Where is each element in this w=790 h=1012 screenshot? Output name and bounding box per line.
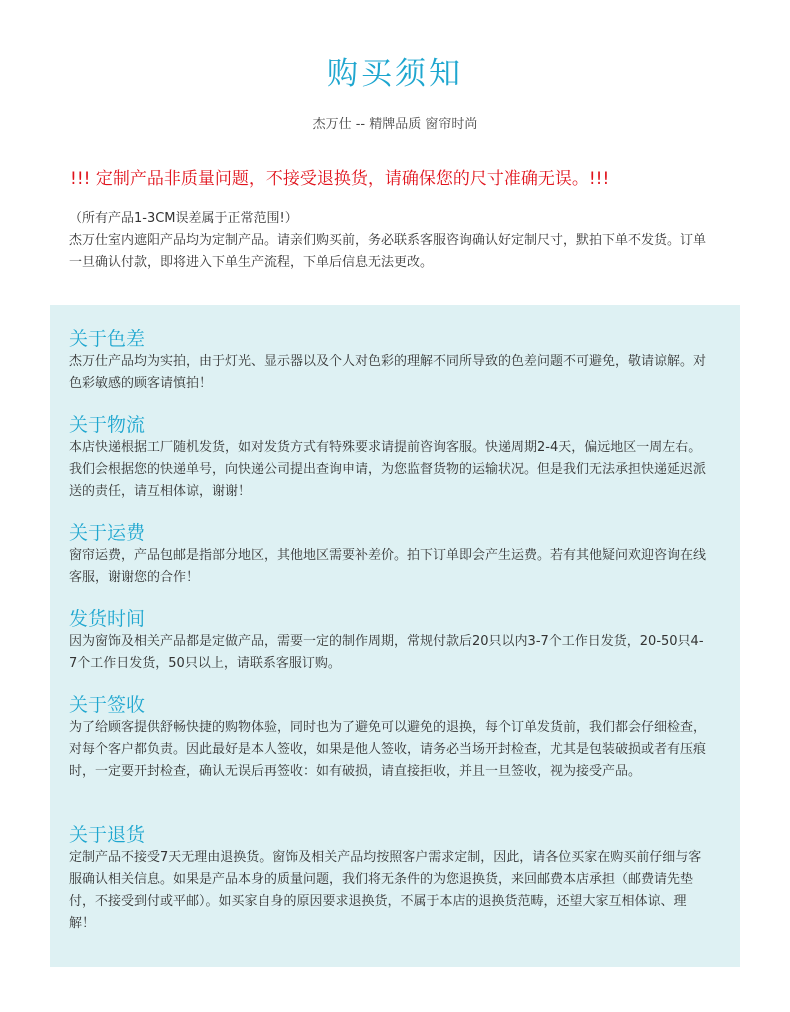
section-body: 窗帘运费，产品包邮是指部分地区，其他地区需要补差价。拍下订单即会产生运费。若有其他疑问欢迎咨询在线客服，谢谢您的合作！: [69, 548, 707, 585]
page-title: 购买须知: [327, 56, 463, 92]
section-body: 因为窗饰及相关产品都是定做产品，需要一定的制作周期，常规付款后20只以内3-7个工作日发货，20-50只4-7个工作日发货，50只以上，请联系客服订购。: [69, 634, 704, 671]
brand-subtitle: 杰万仕 -- 精牌品质 窗帘时尚: [312, 117, 478, 132]
info-panel: [50, 305, 740, 967]
section-logistics: [69, 413, 709, 503]
section-returns: [69, 823, 709, 935]
section-receipt: [69, 693, 709, 783]
section-shipping-fee: [69, 521, 709, 589]
section-title: 关于退货: [69, 824, 146, 846]
section-color-difference: [69, 327, 709, 395]
section-title: 发货时间: [69, 608, 146, 630]
section-body: 本店快递根据工厂随机发货，如对发货方式有特殊要求请提前咨询客服。快递周期2-4天，偏远地区一周左右。我们会根据您的快递单号，向快递公司提出查询申请，为您监督货物的运输状况。但是我们无法承担快递延迟派送的责任，请互相体谅，谢谢！: [69, 440, 707, 499]
notice-custom-products: 杰万仕室内遮阳产品均为定制产品。请亲们购买前，务必联系客服咨询确认好定制尺寸，默拍下单不发货。订单一旦确认付款，即将进入下单生产流程，下单后信息无法更改。: [69, 233, 707, 270]
section-body: 为了给顾客提供舒畅快捷的购物体验，同时也为了避免可以避免的退换，每个订单发货前，我们都会仔细检查，对每个客户都负责。因此最好是本人签收，如果是他人签收，请务必当场开封检查，尤其是包装破损或者有压痕时，一定要开封检查，确认无误后再签收：如有破损，请直接拒收，并且一旦签收，视为接受产品。: [69, 720, 707, 779]
section-title: 关于签收: [69, 694, 146, 716]
section-body: 杰万仕产品均为实拍，由于灯光、显示器以及个人对色彩的理解不同所导致的色差问题不可避免，敬请谅解。对色彩敏感的顾客请慎拍！: [69, 354, 707, 391]
notice-block: [69, 208, 709, 274]
section-title: 关于运费: [69, 522, 146, 544]
notice-tolerance: （所有产品1-3CM误差属于正常范围!）: [69, 211, 298, 226]
section-body: 定制产品不接受7天无理由退换货。窗饰及相关产品均按照客户需求定制，因此，请各位买家在购买前仔细与客服确认相关信息。如果是产品本身的质量问题，我们将无条件的为您退换货，来回邮费本店承担（邮费请先垫付，不接受到付或平邮）。如买家自身的原因要求退换货，不属于本店的退换货范畴，还望大家互相体谅、理解！: [69, 850, 702, 931]
section-title: 关于物流: [69, 414, 146, 436]
warning-banner: !!! 定制产品非质量问题，不接受退换货，请确保您的尺寸准确无误。!!!: [70, 169, 610, 189]
section-title: 关于色差: [69, 328, 146, 350]
section-delivery-time: [69, 607, 709, 675]
